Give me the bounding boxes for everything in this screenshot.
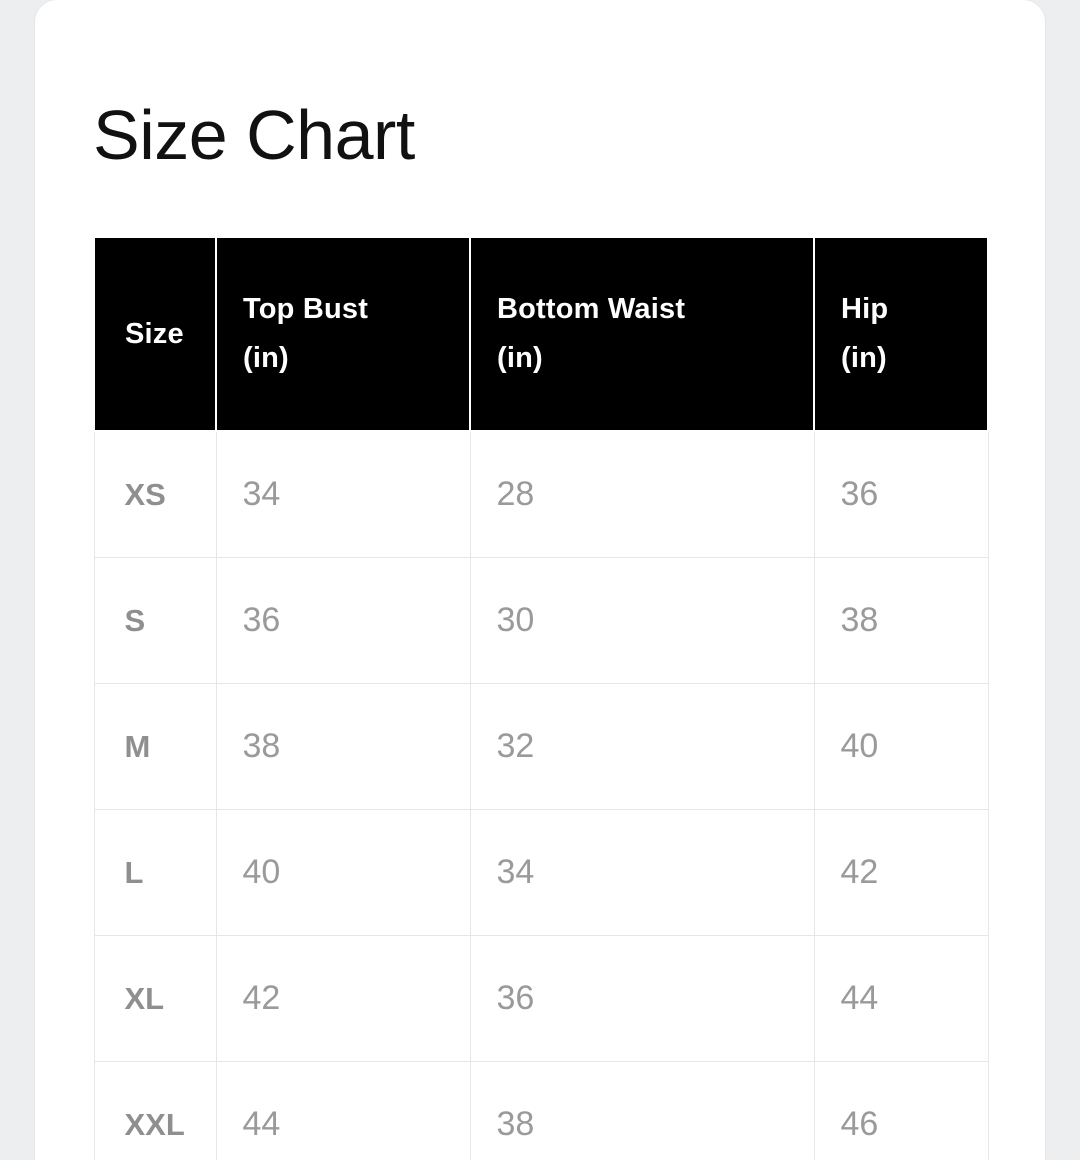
size-chart-table-container [93, 236, 987, 1160]
cell-hip: 36 [814, 431, 988, 558]
cell-top-bust: 42 [216, 936, 470, 1062]
page-title: Size Chart [93, 95, 415, 174]
table-row [94, 431, 988, 558]
column-header-hip-label: Hip [841, 293, 889, 325]
cell-bottom-waist: 30 [470, 558, 814, 684]
cell-top-bust: 36 [216, 558, 470, 684]
cell-hip: 40 [814, 684, 988, 810]
table-header [94, 237, 988, 431]
size-chart-card [35, 0, 1045, 1160]
cell-bottom-waist: 34 [470, 810, 814, 936]
column-header-bottom-waist-label: Bottom Waist [497, 293, 686, 325]
size-chart-table [93, 236, 989, 1160]
column-header-size [94, 237, 216, 431]
column-header-top-bust [216, 237, 470, 431]
cell-top-bust: 34 [216, 431, 470, 558]
cell-top-bust: 38 [216, 684, 470, 810]
cell-size: XXL [94, 1062, 216, 1160]
table-row [94, 1062, 988, 1160]
cell-bottom-waist: 28 [470, 431, 814, 558]
table-row [94, 558, 988, 684]
table-body [94, 431, 988, 1160]
cell-size: XS [94, 431, 216, 558]
column-header-hip [814, 237, 988, 431]
column-header-top-bust-unit: (in) [243, 342, 289, 374]
cell-top-bust: 40 [216, 810, 470, 936]
cell-bottom-waist: 38 [470, 1062, 814, 1160]
cell-size: S [94, 558, 216, 684]
cell-hip: 46 [814, 1062, 988, 1160]
cell-size: XL [94, 936, 216, 1062]
cell-size: M [94, 684, 216, 810]
cell-top-bust: 44 [216, 1062, 470, 1160]
column-header-top-bust-label: Top Bust [243, 293, 369, 325]
column-header-size-label: Size [125, 317, 184, 350]
table-row [94, 810, 988, 936]
cell-hip: 42 [814, 810, 988, 936]
cell-bottom-waist: 32 [470, 684, 814, 810]
column-header-bottom-waist [470, 237, 814, 431]
column-header-hip-unit: (in) [841, 342, 887, 374]
cell-hip: 38 [814, 558, 988, 684]
table-row [94, 684, 988, 810]
cell-bottom-waist: 36 [470, 936, 814, 1062]
table-row [94, 936, 988, 1062]
column-header-bottom-waist-unit: (in) [497, 342, 543, 374]
table-header-row [94, 237, 988, 431]
cell-hip: 44 [814, 936, 988, 1062]
cell-size: L [94, 810, 216, 936]
